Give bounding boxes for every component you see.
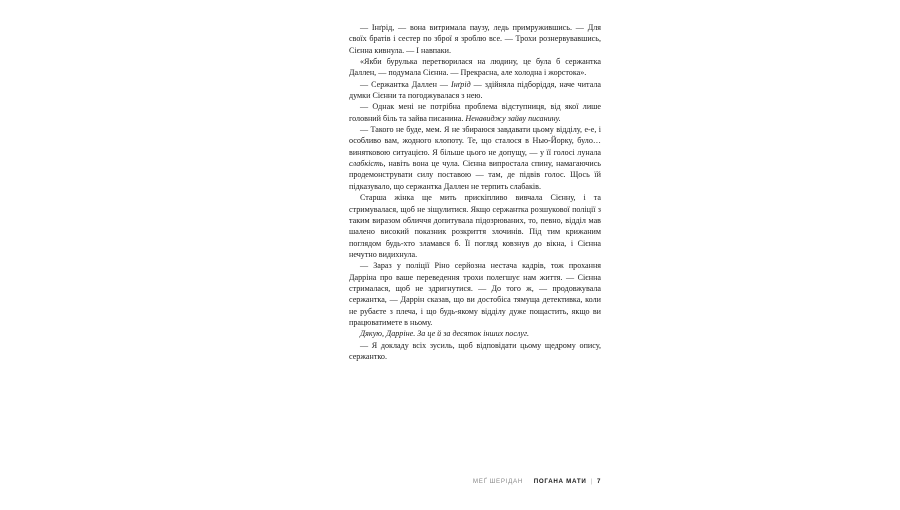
paragraph: «Якби бурулька перетворилася на людину, це була б сержантка Даллен, — подумала Сієнна. — Прекрасна, але холодна і жорстока». [349, 57, 601, 78]
footer-separator-1 [525, 478, 531, 485]
body-text-column [349, 22, 601, 362]
footer-separator-2: | [590, 478, 593, 485]
paragraph: Дякую, Дарріне. За це й за десяток інших послуг. [360, 329, 530, 339]
paragraph: — Інґрід, — вона витримала паузу, ледь примружившись. — Для своїх братів і сестер по зброї я зроблю все. — Трохи рознервувавшись, Сієнна кивнула. — І навпаки. [349, 23, 601, 55]
paragraph: — Однак мені не потрібна проблема відступниця, від якої лише головний біль та зайва писанина. Ненавиджу зайву писанину. [349, 102, 601, 123]
paragraph: — Такого не буде, мем. Я не збираюся завдавати цьому відділу, е-е, і особливо вам, жодного клопоту. Те, що сталося в Нью-Йорку, було… винятковою ситуацією. Я більше цього не допущу, — у її голосі лунала слабкість, навіть вона це чула. Сієнна випростала спину, намагаючись продемонструвати силу поставою — там, де підвів голос. Щось їй підказувало, що сержантка Даллен не терпить слабаків. [349, 125, 601, 191]
page-footer [349, 478, 601, 485]
page-number: 7 [597, 478, 601, 485]
paragraph: — Сержантка Даллен — Інґрід — здійняла підборіддя, наче читала думки Сієнни та погоджувалася з нею. [349, 79, 601, 101]
paragraph: — Я докладу всіх зусиль, щоб відповідати цьому щедрому опису, сержантко. [349, 340, 601, 361]
footer-book-title: ПОГАНА МАТИ [533, 478, 587, 485]
paragraph: Старша жінка ще мить прискіпливо вивчала Сієнну, і та стримувалася, щоб не зіщулитися. Якщо сержантка розшукової поліції з таким виразом обличчя допитувала підозрюваних, то, певно, відділ мав шалено високий показник розкриття злочинів. Під тим крижаним поглядом будь-хто зламався б. Її погляд ковзнув до вікна, і Сієнна нечутно видихнула. [349, 193, 601, 259]
footer-author: МЕҐ ШЕРІДАН [472, 478, 524, 485]
paragraph: — Зараз у поліції Ріно серйозна нестача кадрів, тож прохання Дарріна про ваше переведення трохи полегшує нам життя. — Сієнна стрималася, щоб не здригнутися. — До того ж, — продовжувала сержантка, — Даррін сказав, що ви достобіса тямуща детективка, коли не рубаєте з плеча, і що будь-якому відділу дуже пощастить, якщо ви працюватимете в ньому. [349, 261, 601, 327]
